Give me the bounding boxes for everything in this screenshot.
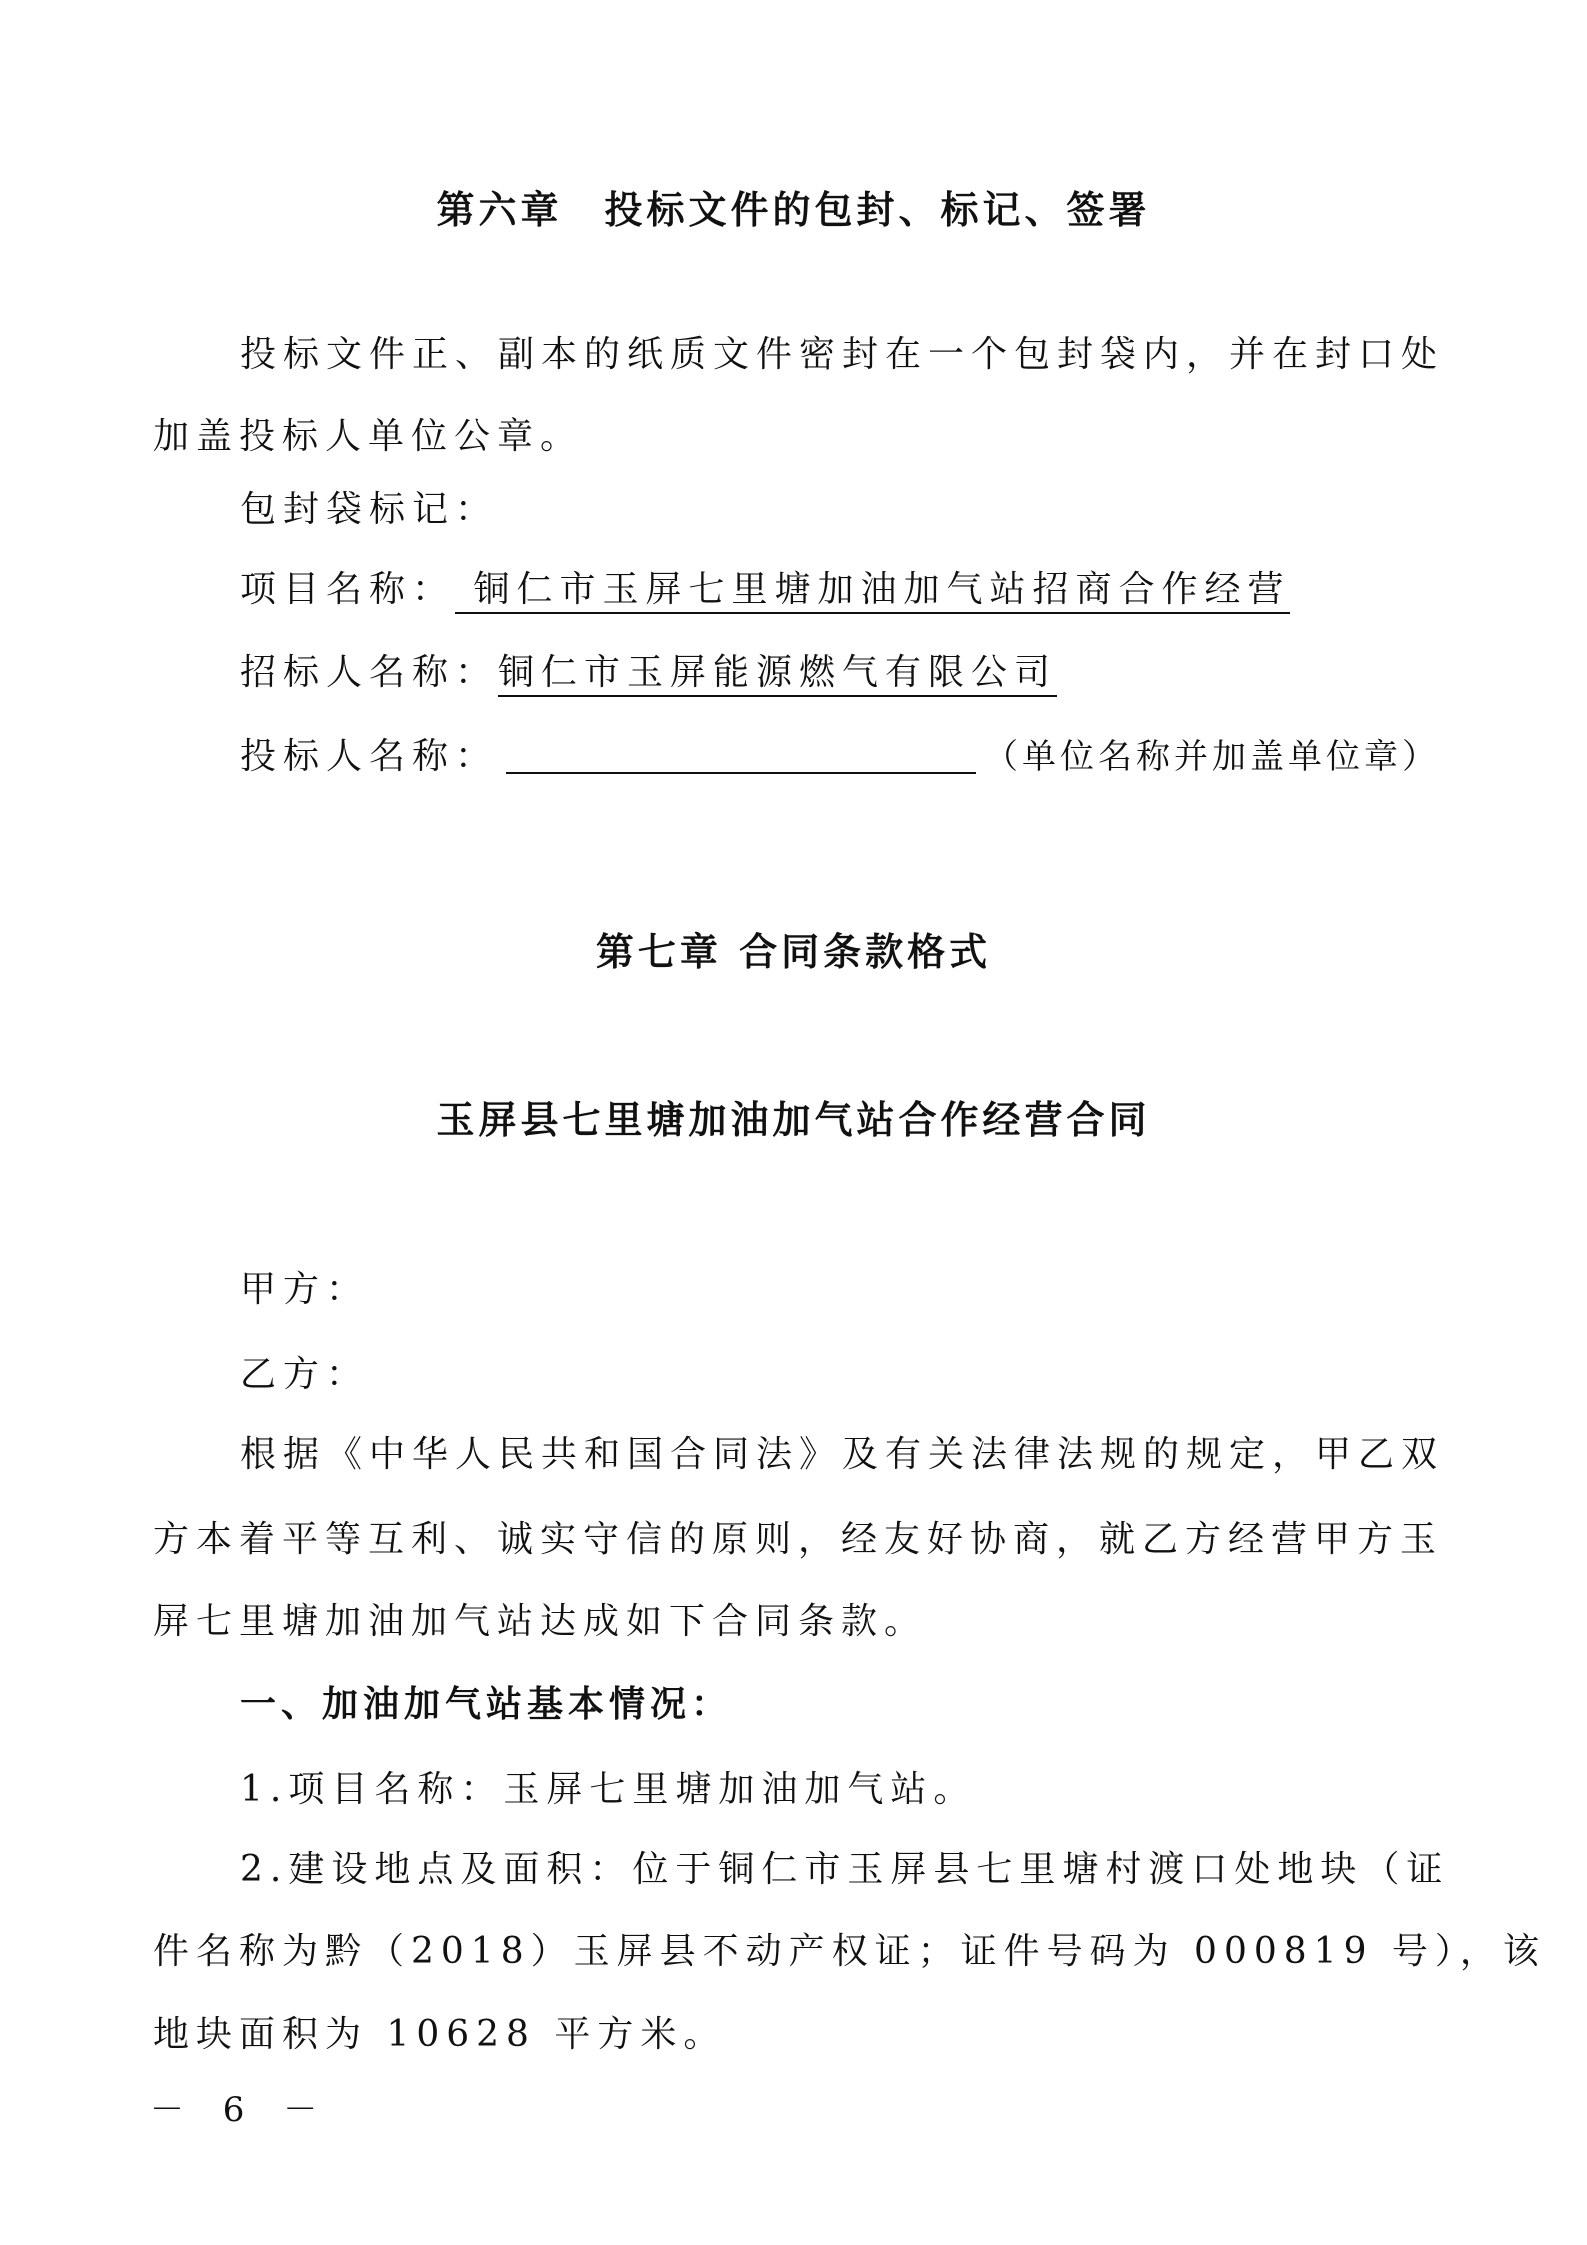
item1: 1.项目名称：玉屏七里塘加油加气站。 <box>240 1769 977 1810</box>
bidder-note: （单位名称并加盖单位章） <box>984 737 1441 777</box>
item2-line3: 地块面积为 10628 平方米。 <box>153 2014 727 2055</box>
preamble-line3: 屏七里塘加油加气站达成如下合同条款。 <box>153 1601 928 1642</box>
tenderer-value: 铜仁市玉屏能源燃气有限公司 <box>498 652 1057 697</box>
preamble-line1: 根据《中华人民共和国合同法》及有关法律法规的规定，甲乙双 <box>240 1434 1445 1475</box>
bidder-row <box>240 727 1530 787</box>
party-a: 甲方： <box>240 1269 370 1310</box>
tenderer-label: 招标人名称： <box>240 652 499 693</box>
project-name-label: 项目名称： <box>240 569 456 610</box>
tenderer-row <box>240 643 1530 703</box>
chapter6-title: 第六章 投标文件的包封、标记、签署 <box>436 188 1151 232</box>
item2-line2: 件名称为黔（2018）玉屏县不动产权证；证件号码为 000819 号），该 <box>153 1931 1546 1972</box>
bidder-name-blank[interactable] <box>506 732 976 774</box>
page-number: － 6 － <box>150 2090 332 2130</box>
chapter7-title: 第七章 合同条款格式 <box>595 930 992 974</box>
chapter6-para1-line1: 投标文件正、副本的纸质文件密封在一个包封袋内，并在封口处 <box>240 334 1445 375</box>
chapter6-para1-line2: 加盖投标人单位公章。 <box>153 416 584 457</box>
contract-title: 玉屏县七里塘加油加气站合作经营合同 <box>436 1098 1151 1142</box>
item2-line1: 2.建设地点及面积：位于铜仁市玉屏县七里塘村渡口处地块（证 <box>240 1849 1450 1890</box>
project-name-value: 铜仁市玉屏七里塘加油加气站招商合作经营 <box>455 569 1290 614</box>
section1-title: 一、加油加气站基本情况： <box>240 1684 733 1725</box>
project-name-row <box>240 560 1530 620</box>
bidder-label: 投标人名称： <box>240 736 499 777</box>
envelope-label: 包封袋标记： <box>240 489 499 530</box>
preamble-line2: 方本着平等互利、诚实守信的原则，经友好协商，就乙方经营甲方玉 <box>153 1519 1444 1560</box>
party-b: 乙方： <box>240 1354 370 1395</box>
